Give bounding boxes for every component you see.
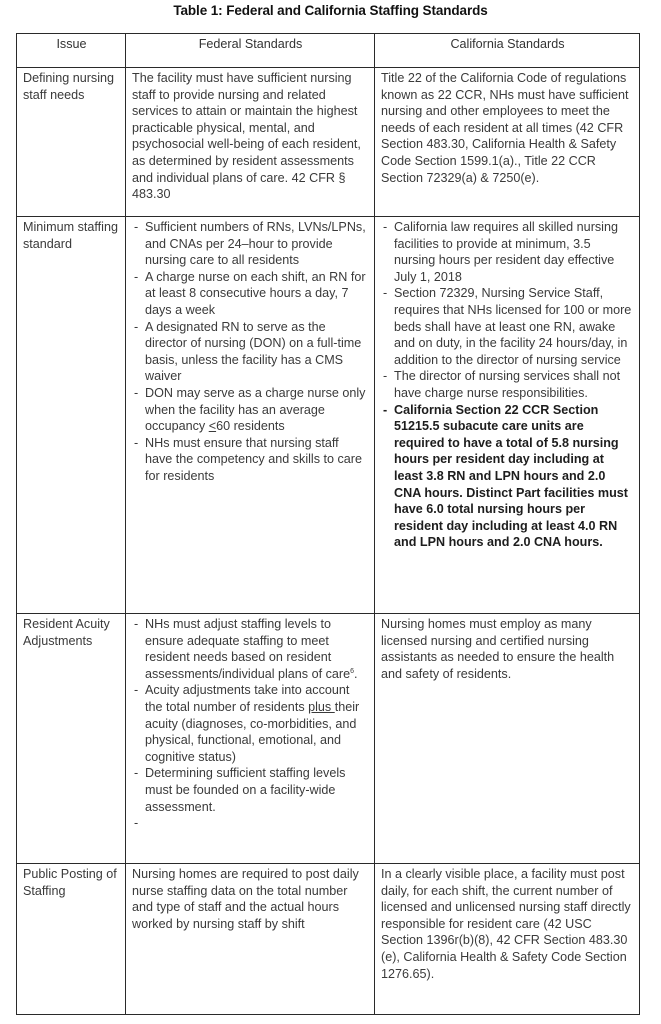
footnote-marker: 6 bbox=[350, 667, 355, 675]
california-text: Title 22 of the California Code of regulations known as 22 CCR, NHs must have sufficient nursing and other employees to meet the needs of each resident at all times (42 CFR Section 483.30, California Health & Safety Code Section 1599.1(a)., Title 22 CCR Section 72329(a) & 7250(e). bbox=[381, 71, 629, 185]
list-item: - Determining sufficient staffing levels must be founded on a facility-wide assessment. bbox=[132, 765, 369, 815]
issue-label: Public Posting of Staffing bbox=[23, 867, 117, 898]
federal-cell bbox=[126, 614, 375, 864]
issue-cell bbox=[17, 68, 126, 217]
issue-label: Resident Acuity Adjustments bbox=[23, 617, 110, 648]
federal-text: The facility must have sufficient nursing staff to provide nursing and related services to attain or maintain the highest practicable physical, mental, and psychosocial well-being of each resident, as determined by resident assessments and individual plans of care. 42 CFR § 483.30 bbox=[132, 71, 361, 202]
table-header-row bbox=[17, 34, 640, 68]
issue-label: Minimum staffing standard bbox=[23, 220, 118, 251]
staffing-standards-table bbox=[16, 33, 640, 1015]
underlined-word: plus bbox=[308, 699, 335, 714]
issue-cell bbox=[17, 614, 126, 864]
california-text: Nursing homes must employ as many licensed nursing and certified nursing assistants as needed to ensure the health and safety of residents. bbox=[381, 617, 615, 681]
empty-list-item bbox=[132, 815, 369, 832]
federal-cell bbox=[126, 864, 375, 1015]
list-item: - The director of nursing services shall not have charge nurse responsibilities. bbox=[381, 368, 634, 401]
federal-text: Nursing homes are required to post daily nurse staffing data on the total number and type of staff and the actual hours worked by nursing staff by shift bbox=[132, 867, 359, 931]
header-california-standards: California Standards bbox=[375, 34, 640, 68]
table-title: Table 1: Federal and California Staffing Standards bbox=[173, 3, 488, 18]
table-row bbox=[17, 614, 640, 864]
list-item: - California Section 22 CCR Section 51215.5 subacute care units are required to have a total of 5.8 nursing hours per resident day including at least 3.8 RN and LPN hours and 2.0 CNA hours. Distinct Part facilities must have 6.0 total nursing hours per resident day including at least 4.0 RN and LPN hours and 2.0 CNA hours. bbox=[381, 402, 634, 551]
california-cell bbox=[375, 68, 640, 217]
california-cell bbox=[375, 217, 640, 614]
table-row bbox=[17, 864, 640, 1015]
list-item: - NHs must adjust staffing levels to ensure adequate staffing to meet resident needs based on resident assessments/individual plans of care$^6$. bbox=[132, 616, 369, 682]
list-item: - Acuity adjustments take into account the total number of residents plus their acuity (diagnoses, co-morbidities, and physical, functional, emotional, and cognitive status) bbox=[132, 682, 369, 765]
list-item: - A designated RN to serve as the director of nursing (DON) on a full-time basis, unless the facility has a CMS waiver bbox=[132, 319, 369, 385]
list-item: - DON may serve as a charge nurse only when the facility has an average occupancy <60 residents bbox=[132, 385, 369, 435]
list-item: - NHs must ensure that nursing staff have the competency and skills to care for residents bbox=[132, 435, 369, 485]
table-row bbox=[17, 217, 640, 614]
federal-bullet-list bbox=[132, 219, 369, 485]
list-item: - A charge nurse on each shift, an RN for at least 8 consecutive hours a day, 7 days a week bbox=[132, 269, 369, 319]
list-item: - Sufficient numbers of RNs, LVNs/LPNs, and CNAs per 24–hour to provide nursing care to all residents bbox=[132, 219, 369, 269]
header-issue: Issue bbox=[17, 34, 126, 68]
table-row bbox=[17, 68, 640, 217]
california-bullet-list bbox=[381, 219, 634, 551]
issue-cell bbox=[17, 864, 126, 1015]
list-item: - California law requires all skilled nursing facilities to provide at minimum, 3.5 nursing hours per resident day effective July 1, 2018 bbox=[381, 219, 634, 285]
list-item: - Section 72329, Nursing Service Staff, requires that NHs licensed for 100 or more beds shall have at least one RN, awake and on duty, in the facility 24 hours/day, in addition to the director of nursing service bbox=[381, 285, 634, 368]
federal-cell bbox=[126, 68, 375, 217]
california-cell bbox=[375, 614, 640, 864]
issue-label: Defining nursing staff needs bbox=[23, 71, 115, 102]
federal-cell bbox=[126, 217, 375, 614]
federal-bullet-list bbox=[132, 616, 369, 832]
header-federal-standards: Federal Standards bbox=[126, 34, 375, 68]
less-than-or-equal-symbol: < bbox=[208, 419, 217, 434]
california-cell bbox=[375, 864, 640, 1015]
california-text: In a clearly visible place, a facility must post daily, for each shift, the current number of licensed and unlicensed nursing staff directly responsible for resident care (42 USC Section 1396r(b)(8), 42 CFR Section 483.30 (e), California Health & Safety Code Section 1276.65). bbox=[381, 867, 631, 981]
issue-cell bbox=[17, 217, 126, 614]
